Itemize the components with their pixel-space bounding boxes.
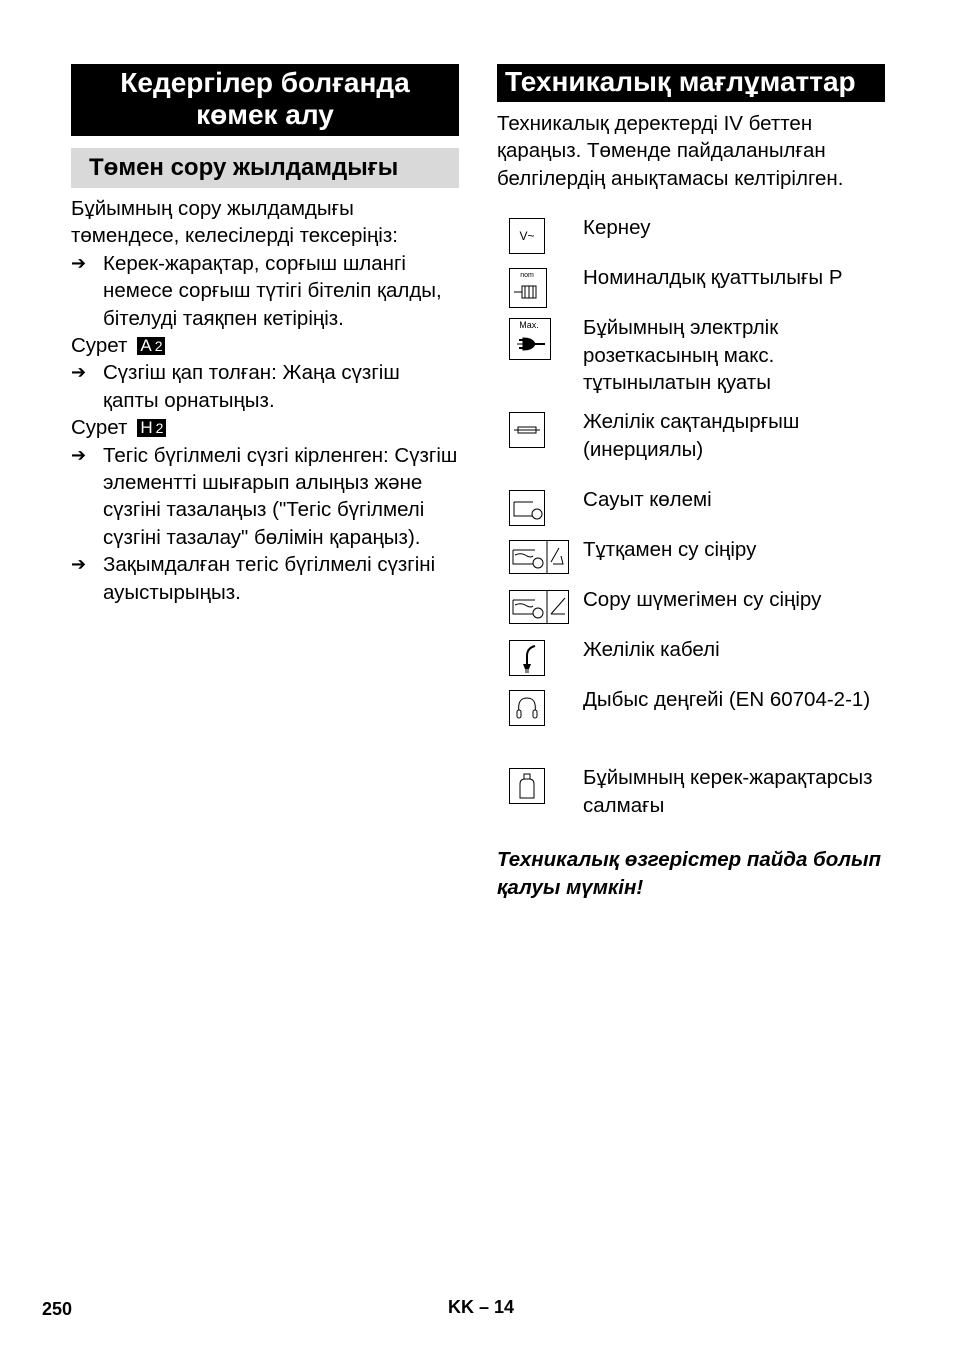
voltage-icon-text: V~ <box>519 229 535 244</box>
technical-data-intro: Техникалық деректерді IV беттен қараңыз. Төменде пайдаланылған белгілердің анықтамасы келтірілген. <box>497 112 844 190</box>
symbol-label: Бұйымның электрлік розеткасының макс. тұтынылатын қуаты <box>583 316 779 395</box>
water-suction-handle-icon <box>497 536 583 574</box>
max-socket-power-icon-text: Max. <box>519 320 539 331</box>
list-item-text: Керек-жарақтар, сорғыш шлангі немесе сорғыш түтігі бітеліп қалды, бітелуді таяқпен кетіріңіз. <box>103 251 442 330</box>
list-item <box>71 442 459 552</box>
symbol-label: Кернеу <box>583 216 651 240</box>
sound-level-icon <box>497 686 583 726</box>
symbol-row-max-socket-power <box>497 314 897 408</box>
nominal-power-icon-text: nom <box>520 272 534 280</box>
figure-badge-number: 2 <box>154 337 163 354</box>
list-item-text: Зақымдалған тегіс бүгілмелі сүзгіні ауыстырыңыз. <box>103 553 436 604</box>
symbol-label: Сору шүмегімен су сіңіру <box>583 588 822 612</box>
figure-reference-label: Сурет <box>71 416 128 440</box>
arrow-right-icon: ➔ <box>71 252 87 273</box>
symbol-row-fuse <box>497 408 897 486</box>
list-item <box>71 250 459 332</box>
power-cable-icon <box>497 636 583 676</box>
list-item-text: Сүзгіш қап толған: Жаңа сүзгіш қапты орнатыңыз. <box>103 361 400 412</box>
container-volume-icon <box>497 486 583 526</box>
symbol-label: Тұтқамен су сіңіру <box>583 538 757 562</box>
figure-badge-letter: A <box>140 335 152 355</box>
symbol-label: Номиналдық қуаттылығы P <box>583 266 843 290</box>
technical-changes-note: Техникалық өзгерістер пайда болып қалуы мүмкін! <box>497 848 882 900</box>
figure-badge-letter: H <box>140 417 153 437</box>
figure-reference-label: Сурет <box>71 334 128 358</box>
water-suction-nozzle-icon <box>497 586 583 624</box>
symbol-row-container-volume <box>497 486 897 536</box>
arrow-right-icon: ➔ <box>71 444 87 465</box>
technical-data-heading: Техникалық мағлұматтар <box>497 64 885 102</box>
symbol-label: Дыбыс деңгейі (EN 60704-2-1) <box>583 688 871 712</box>
arrow-right-icon: ➔ <box>71 362 87 383</box>
symbol-label: Бұйымның керек-жарақтарсыз салмағы <box>583 766 873 817</box>
figure-badge <box>137 419 166 437</box>
symbol-legend <box>497 214 897 824</box>
voltage-icon <box>497 214 583 254</box>
symbol-row-power-cable <box>497 636 897 686</box>
symbol-row-water-suction-handle <box>497 536 897 586</box>
nominal-power-icon <box>497 264 583 308</box>
symbol-row-weight <box>497 764 897 824</box>
low-suction-intro: Бұйымның сору жылдамдығы төмендесе, келесілерді тексеріңіз: <box>71 197 398 248</box>
symbol-row-voltage <box>497 214 897 264</box>
figure-reference <box>71 414 459 441</box>
fuse-icon <box>497 408 583 448</box>
arrow-right-icon: ➔ <box>71 554 87 575</box>
symbol-row-water-suction-nozzle <box>497 586 897 636</box>
symbol-label: Желілік кабелі <box>583 638 720 662</box>
figure-reference <box>71 332 459 359</box>
language-page-code: KK – 14 <box>448 1297 515 1317</box>
page-number: 250 <box>42 1299 73 1319</box>
symbol-row-sound-level <box>497 686 897 764</box>
weight-icon <box>497 764 583 804</box>
symbol-row-nominal-power <box>497 264 897 314</box>
symbol-label: Желілік сақтандырғыш (инерциялы) <box>583 410 800 461</box>
troubleshooting-heading: Кедергілер болғанда көмек алу <box>71 64 459 136</box>
technical-data-column <box>497 64 897 902</box>
figure-badge-number: 2 <box>155 419 164 436</box>
list-item <box>71 551 459 606</box>
low-suction-subheading: Төмен сору жылдамдығы <box>71 148 459 188</box>
max-socket-power-icon <box>497 314 583 360</box>
figure-badge <box>137 337 165 355</box>
list-item-text: Тегіс бүгілмелі сүзгі кірленген: Сүзгіш элементті шығарып алыңыз және сүзгіні тазалаңыз ("Тегіс бүгілмелі сүзгіні тазалау" бөлімін қараңыз). <box>103 443 458 549</box>
troubleshooting-column <box>71 64 459 606</box>
list-item <box>71 359 459 414</box>
symbol-label: Сауыт көлемі <box>583 488 712 512</box>
